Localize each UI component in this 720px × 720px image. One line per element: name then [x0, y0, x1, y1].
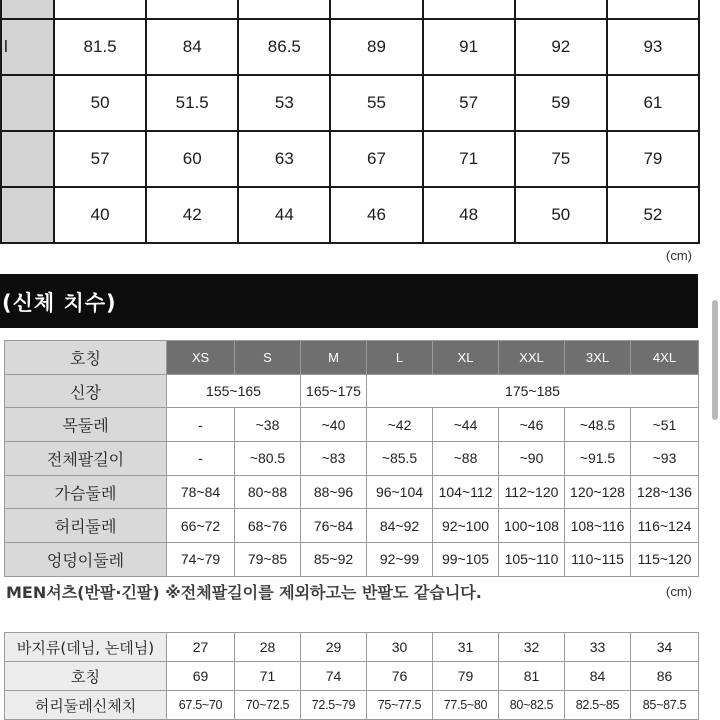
garment-cell	[423, 0, 515, 19]
garment-cell	[330, 0, 422, 19]
garment-cell: 92	[515, 19, 607, 75]
body-measure-cell: 84~92	[367, 509, 433, 543]
garment-cell: 81.5	[54, 19, 146, 75]
pants-row-label: 호칭	[5, 662, 167, 691]
pants-cell: 74	[301, 662, 367, 691]
body-measure-cell: 92~99	[367, 543, 433, 577]
pants-cell: 31	[433, 633, 499, 662]
garment-row	[1, 19, 699, 75]
pants-cell: 76	[367, 662, 433, 691]
garment-cell: 55	[330, 75, 422, 131]
garment-cell: 59	[515, 75, 607, 131]
body-measure-cell: 112~120	[499, 475, 565, 509]
pants-row	[5, 633, 699, 662]
body-measure-row	[5, 475, 699, 509]
body-measure-cell: 108~116	[565, 509, 631, 543]
body-measure-cell: 105~110	[499, 543, 565, 577]
body-size-table	[4, 340, 699, 577]
body-measure-cell: 80~88	[235, 475, 301, 509]
height-range-l-4xl: 175~185	[367, 374, 699, 408]
height-row	[5, 374, 699, 408]
garment-cell: 46	[330, 187, 422, 243]
pants-cell: 67.5~70	[167, 691, 235, 720]
pants-cell: 81	[499, 662, 565, 691]
shirt-note: MEN셔츠(반팔·긴팔) ※전체팔길이를 제외하고는 반팔도 같습니다.	[6, 583, 482, 602]
garment-row	[1, 0, 699, 19]
pants-cell: 75~77.5	[367, 691, 433, 720]
garment-cell: 50	[515, 187, 607, 243]
pants-cell: 85~87.5	[631, 691, 699, 720]
pants-row-label: 허리둘레신체치	[5, 691, 167, 720]
garment-cell: 67	[330, 131, 422, 187]
body-measure-cell: ~44	[433, 408, 499, 442]
pants-row	[5, 662, 699, 691]
size-header-s: S	[235, 341, 301, 375]
body-measure-cell: 128~136	[631, 475, 699, 509]
body-measure-cell: ~83	[301, 442, 367, 476]
garment-size-table	[0, 0, 700, 244]
pants-cell: 28	[235, 633, 301, 662]
size-header-3xl: 3XL	[565, 341, 631, 375]
pants-cell: 72.5~79	[301, 691, 367, 720]
body-measure-cell: -	[167, 408, 235, 442]
size-header-xs: XS	[167, 341, 235, 375]
pants-cell: 70~72.5	[235, 691, 301, 720]
pants-size-table	[4, 632, 699, 720]
body-measure-cell: 100~108	[499, 509, 565, 543]
garment-cell: 50	[54, 75, 146, 131]
body-measure-cell: 116~124	[631, 509, 699, 543]
body-measure-cell: 110~115	[565, 543, 631, 577]
body-measure-label: 목둘레	[5, 408, 167, 442]
garment-row	[1, 75, 699, 131]
pants-cell: 29	[301, 633, 367, 662]
garment-cell	[607, 0, 699, 19]
body-size-title: (신체 치수)	[2, 291, 117, 315]
garment-cell: 79	[607, 131, 699, 187]
garment-cell: 89	[330, 19, 422, 75]
garment-row-label	[1, 0, 54, 19]
height-range-m: 165~175	[301, 374, 367, 408]
garment-cell: 71	[423, 131, 515, 187]
garment-cell: 57	[423, 75, 515, 131]
body-measure-cell: ~42	[367, 408, 433, 442]
garment-cell: 40	[54, 187, 146, 243]
body-measure-cell: ~51	[631, 408, 699, 442]
pants-row	[5, 691, 699, 720]
size-header-label: 호칭	[5, 341, 167, 375]
garment-cell: 57	[54, 131, 146, 187]
pants-cell: 33	[565, 633, 631, 662]
body-measure-label: 전체팔길이	[5, 442, 167, 476]
body-measure-cell: 104~112	[433, 475, 499, 509]
pants-cell: 77.5~80	[433, 691, 499, 720]
body-measure-cell: 78~84	[167, 475, 235, 509]
body-measure-cell: 88~96	[301, 475, 367, 509]
body-measure-cell: ~80.5	[235, 442, 301, 476]
body-measure-cell: 76~84	[301, 509, 367, 543]
body-measure-cell: -	[167, 442, 235, 476]
garment-cell: 91	[423, 19, 515, 75]
body-measure-cell: ~93	[631, 442, 699, 476]
garment-cell: 75	[515, 131, 607, 187]
garment-cell	[515, 0, 607, 19]
garment-row	[1, 131, 699, 187]
size-header-4xl: 4XL	[631, 341, 699, 375]
body-size-header-bar	[0, 274, 698, 328]
garment-cell	[146, 0, 238, 19]
pants-cell: 79	[433, 662, 499, 691]
garment-row-label	[1, 187, 54, 243]
garment-row	[1, 187, 699, 243]
body-measure-label: 엉덩이둘레	[5, 543, 167, 577]
garment-row-label	[1, 131, 54, 187]
garment-cell: 63	[238, 131, 330, 187]
pants-cell: 27	[167, 633, 235, 662]
size-header-m: M	[301, 341, 367, 375]
body-measure-row	[5, 509, 699, 543]
body-measure-cell: 68~76	[235, 509, 301, 543]
garment-cell: 53	[238, 75, 330, 131]
body-measure-cell: 74~79	[167, 543, 235, 577]
garment-cell: 44	[238, 187, 330, 243]
garment-size-table-container	[0, 0, 700, 244]
size-header-l: L	[367, 341, 433, 375]
body-measure-cell: ~40	[301, 408, 367, 442]
body-measure-label: 가슴둘레	[5, 475, 167, 509]
pants-cell: 86	[631, 662, 699, 691]
body-measure-cell: 85~92	[301, 543, 367, 577]
scrollbar-thumb[interactable]	[712, 300, 718, 420]
size-header-xl: XL	[433, 341, 499, 375]
pants-row-label: 바지류(데님, 논데님)	[5, 633, 167, 662]
garment-cell: 93	[607, 19, 699, 75]
pants-cell: 30	[367, 633, 433, 662]
pants-cell: 69	[167, 662, 235, 691]
garment-cell: 42	[146, 187, 238, 243]
body-measure-cell: 115~120	[631, 543, 699, 577]
body-measure-cell: ~38	[235, 408, 301, 442]
height-range-xs-s: 155~165	[167, 374, 301, 408]
size-header-row	[5, 341, 699, 375]
garment-cell: 51.5	[146, 75, 238, 131]
body-measure-cell: ~48.5	[565, 408, 631, 442]
body-measure-row	[5, 442, 699, 476]
garment-cell: 60	[146, 131, 238, 187]
garment-row-label	[1, 75, 54, 131]
body-measure-row	[5, 543, 699, 577]
garment-cell: 48	[423, 187, 515, 243]
body-measure-cell: 79~85	[235, 543, 301, 577]
body-measure-cell: ~85.5	[367, 442, 433, 476]
garment-cell: 52	[607, 187, 699, 243]
pants-cell: 80~82.5	[499, 691, 565, 720]
garment-cell	[238, 0, 330, 19]
garment-cell	[54, 0, 146, 19]
body-measure-cell: ~91.5	[565, 442, 631, 476]
body-measure-label: 허리둘레	[5, 509, 167, 543]
body-measure-cell: ~46	[499, 408, 565, 442]
body-measure-row	[5, 408, 699, 442]
garment-row-label: l	[1, 19, 54, 75]
body-measure-cell: 99~105	[433, 543, 499, 577]
pants-cell: 34	[631, 633, 699, 662]
top-unit-label: (cm)	[666, 248, 692, 263]
pants-cell: 82.5~85	[565, 691, 631, 720]
body-measure-cell: 66~72	[167, 509, 235, 543]
body-measure-cell: ~88	[433, 442, 499, 476]
garment-cell: 86.5	[238, 19, 330, 75]
garment-cell: 61	[607, 75, 699, 131]
height-label: 신장	[5, 374, 167, 408]
body-measure-cell: 96~104	[367, 475, 433, 509]
size-header-xxl: XXL	[499, 341, 565, 375]
body-unit-label: (cm)	[666, 584, 692, 599]
body-measure-cell: ~90	[499, 442, 565, 476]
pants-cell: 71	[235, 662, 301, 691]
pants-cell: 84	[565, 662, 631, 691]
body-measure-cell: 120~128	[565, 475, 631, 509]
pants-cell: 32	[499, 633, 565, 662]
body-measure-cell: 92~100	[433, 509, 499, 543]
garment-cell: 84	[146, 19, 238, 75]
